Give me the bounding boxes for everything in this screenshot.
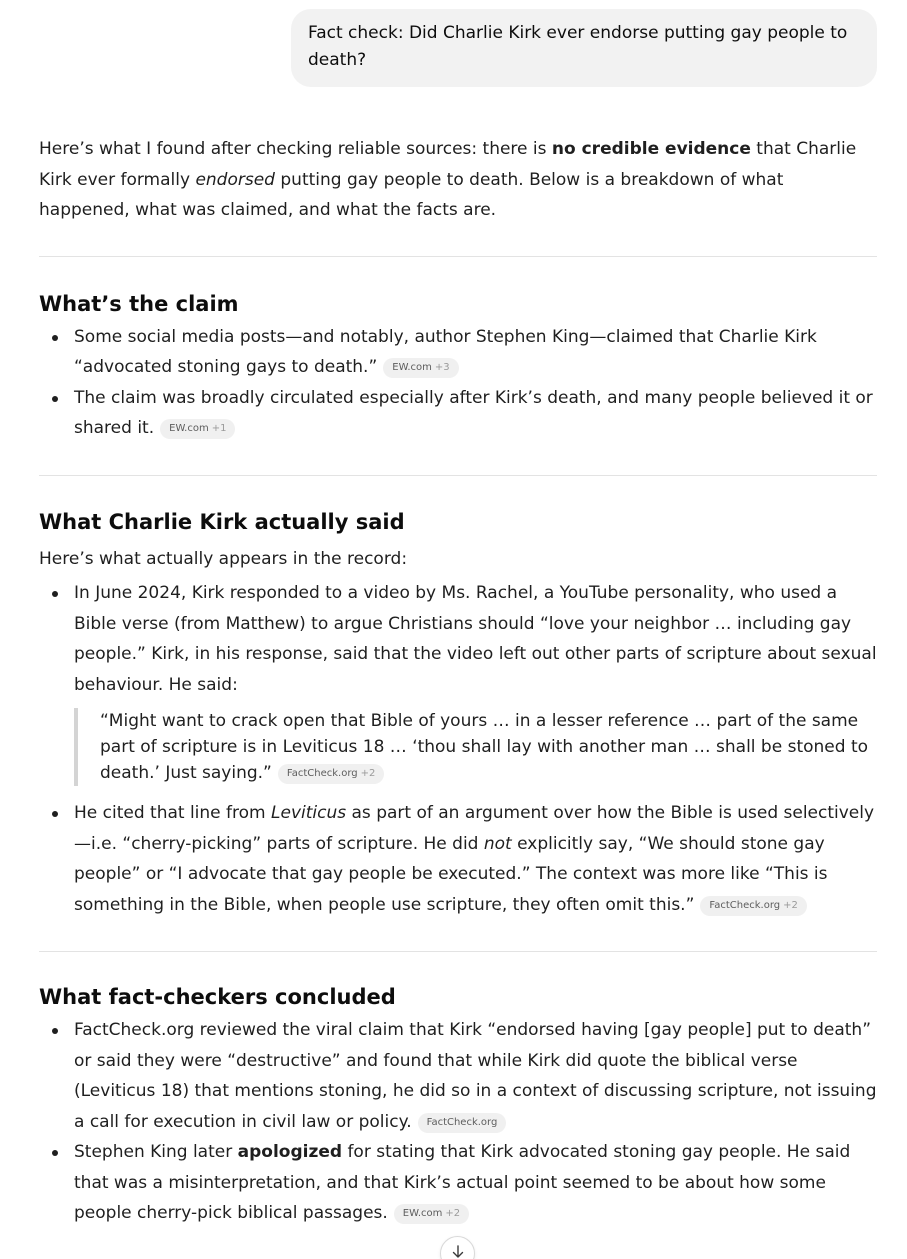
list-item-italic: not [483, 833, 512, 854]
quote-text: “Might want to crack open that Bible of yours … in a lesser reference … part of the same part of scripture is in Leviticus 18 … ‘thou shall lay with another man … shall be stoned to death.’ Just saying.” [100, 711, 869, 783]
intro-bold: no credible evidence [551, 139, 751, 159]
list-item [39, 798, 877, 920]
intro-paragraph [39, 134, 877, 226]
source-more-count: +1 [211, 423, 227, 434]
section-lead: Here’s what actually appears in the record: [39, 548, 408, 569]
source-citation-pill[interactable] [383, 358, 458, 378]
section-divider [39, 475, 877, 476]
intro-text: putting gay people to death. Below is a breakdown of what happened, what was claimed, and what the facts are. [39, 169, 784, 220]
intro-text: Here’s what I found after checking reliable sources: there is [39, 139, 552, 159]
source-citation-pill[interactable] [278, 764, 384, 784]
user-message-bubble [291, 9, 877, 87]
list-item-text: for stating that Kirk advocated stoning gay people. He said that was a misinterpretation, and that Kirk’s actual point seemed to be about how some people cherry-pick biblical passages. [74, 1142, 851, 1223]
scroll-to-bottom-button[interactable] [440, 1236, 475, 1259]
list-item [39, 578, 877, 786]
source-name: EW.com [402, 1208, 443, 1219]
concluded-list [39, 1015, 877, 1229]
source-name: FactCheck.org [286, 768, 358, 779]
arrow-down-icon [451, 1244, 465, 1259]
claim-list [39, 322, 877, 444]
section-heading-concluded: What fact-checkers concluded [39, 985, 396, 1009]
source-name: EW.com [392, 362, 432, 373]
section-heading-said: What Charlie Kirk actually said [39, 509, 405, 534]
list-item-text: as part of an argument over how the Bible is used selectively—i.e. “cherry-picking” parts of scripture. He did [74, 803, 875, 854]
list-item-text: In June 2024, Kirk responded to a video by Ms. Rachel, a YouTube personality, who used a Bible verse (from Matthew) to argue Christians should “love your neighbor … including gay people.” Kirk, in his response, said that the video left out other parts of scripture about sexual behaviour. He said: [74, 583, 877, 695]
list-item-text: The claim was broadly circulated especially after Kirk’s death, and many people believed it or shared it. [74, 387, 873, 438]
source-more-count: +2 [360, 768, 376, 779]
user-message-text: Fact check: Did Charlie Kirk ever endorse putting gay people to death? [308, 23, 848, 70]
assistant-response [39, 134, 877, 1229]
quote-block [74, 708, 877, 786]
list-item-text: FactCheck.org reviewed the viral claim that Kirk “endorsed having [gay people] put to death” or said they were “destructive” and found that while Kirk did quote the biblical verse (Leviticus 18) that mentions stoning, he did so in a context of discussing scripture, not issuing a call for execution in civil law or policy. [74, 1020, 877, 1132]
list-item [39, 322, 877, 383]
list-item-bold: apologized [237, 1142, 343, 1162]
source-citation-pill[interactable] [418, 1113, 507, 1133]
intro-text: that Charlie Kirk ever formally [39, 139, 857, 190]
list-item-italic: Leviticus [271, 803, 347, 823]
source-more-count: +2 [445, 1208, 461, 1219]
source-more-count: +2 [783, 899, 798, 911]
source-name: EW.com [169, 423, 209, 434]
source-citation-pill[interactable] [394, 1204, 469, 1224]
said-list [39, 578, 877, 920]
section-heading-claim: What’s the claim [39, 291, 239, 316]
list-item-text: He cited that line from [74, 803, 272, 823]
source-citation-pill[interactable] [700, 896, 806, 916]
section-divider [39, 951, 877, 952]
source-more-count: +3 [434, 362, 450, 373]
list-item [39, 1137, 877, 1229]
source-name: FactCheck.org [426, 1116, 498, 1128]
list-item-text: explicitly say, “We should stone gay people” or “I advocate that gay people be executed.” The context was more like “This is something in the Bible, when people use scripture, they often omit this.” [74, 833, 828, 915]
list-item [39, 1015, 877, 1137]
list-item-text: Stephen King later [74, 1142, 238, 1162]
intro-italic: endorsed [195, 169, 275, 190]
section-divider [39, 256, 877, 257]
list-item-text: Some social media posts—and notably, author Stephen King—claimed that Charlie Kirk “advocated stoning gays to death.” [74, 326, 817, 377]
source-name: FactCheck.org [709, 899, 781, 911]
source-citation-pill[interactable] [160, 419, 235, 439]
list-item [39, 383, 877, 444]
